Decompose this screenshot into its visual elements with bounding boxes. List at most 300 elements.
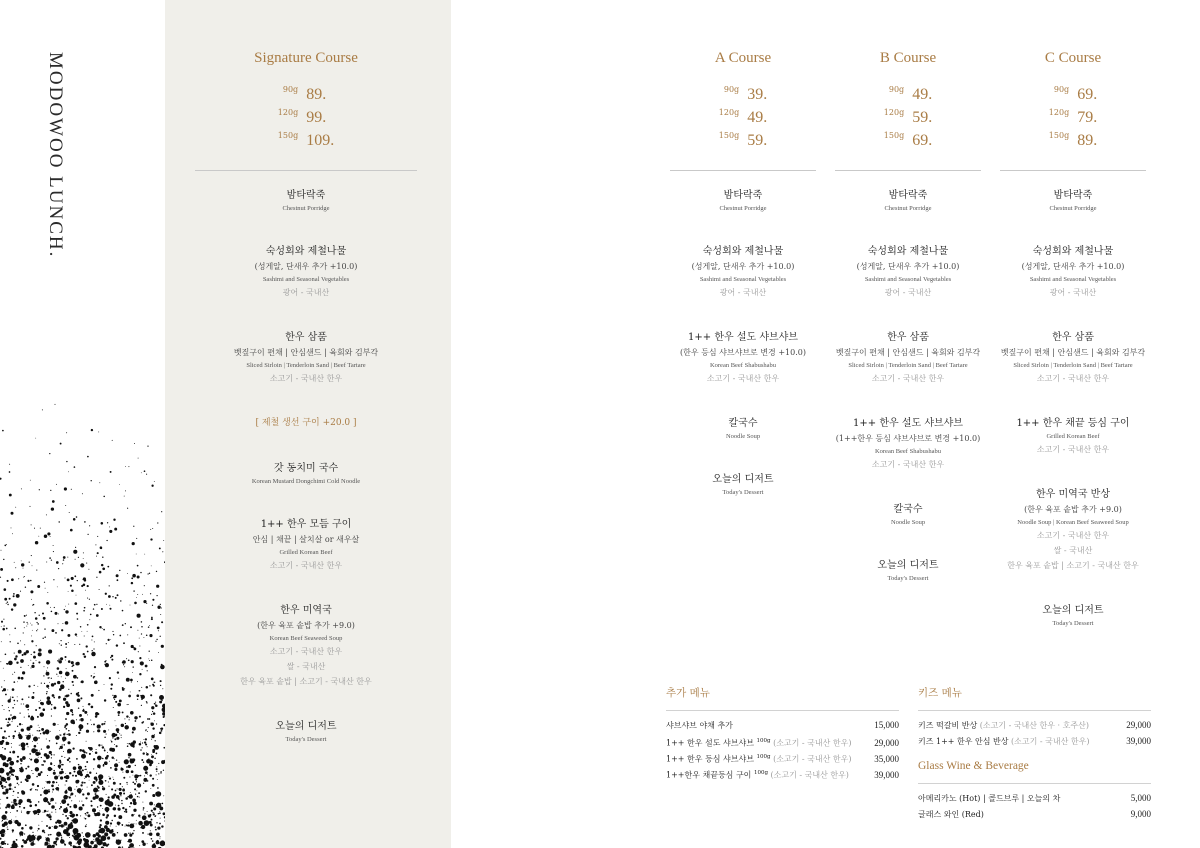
ink-dot [155, 826, 156, 827]
ink-dot [121, 724, 124, 727]
ink-dot [54, 765, 55, 766]
ink-dot [140, 775, 142, 777]
ink-dot [65, 621, 69, 625]
ink-dot [76, 814, 78, 816]
ink-dot [121, 767, 122, 768]
ink-dot [156, 753, 158, 755]
ink-dot [99, 826, 101, 828]
ink-dot [12, 789, 13, 790]
ink-dot [152, 844, 157, 848]
ink-dot [78, 557, 79, 558]
ink-dot [38, 701, 39, 702]
ink-dot [31, 668, 32, 669]
price-table [719, 83, 767, 152]
ink-dot [53, 579, 54, 580]
ink-dot [26, 775, 31, 780]
ink-dot [78, 707, 79, 708]
ink-dot [153, 812, 154, 813]
ink-dot [0, 727, 2, 729]
ink-dot [47, 592, 48, 593]
dish-name-ko: 밤타락죽 [888, 190, 928, 201]
ink-dot [60, 806, 62, 808]
ink-dot [38, 773, 41, 776]
ink-dot [19, 806, 21, 808]
ink-dot [143, 600, 146, 603]
ink-dot [103, 765, 105, 767]
ink-dot [90, 719, 91, 720]
origin-note: (소고기 - 국내산 한우) [1008, 737, 1090, 746]
dish-name-en: Chestnut Porridge [719, 205, 767, 212]
ink-dot [5, 787, 6, 788]
ink-dot [3, 559, 4, 560]
ink-dot [91, 675, 93, 677]
menu-item [195, 461, 417, 487]
ink-dot [97, 729, 100, 732]
ink-dot [108, 786, 109, 787]
ink-dot [30, 759, 32, 761]
ink-dot [103, 629, 105, 631]
ink-dot [128, 659, 130, 661]
ink-dot [73, 805, 77, 809]
ink-dot [53, 697, 55, 699]
price-row [884, 129, 932, 152]
ink-dot [146, 729, 147, 730]
ink-dot [136, 554, 137, 555]
ink-dot [104, 661, 106, 663]
ink-dot [139, 638, 140, 639]
ink-dot [42, 409, 43, 410]
ink-dot [149, 634, 152, 637]
ink-dot [146, 474, 147, 475]
ink-dot [7, 580, 9, 582]
ink-dot [43, 812, 44, 813]
ink-dot [38, 652, 42, 656]
ink-dot [154, 720, 155, 721]
ink-dot [32, 773, 33, 774]
ink-dot [23, 748, 24, 749]
ink-dot [110, 826, 111, 827]
ink-dot [125, 826, 126, 827]
ink-dot [120, 795, 121, 796]
ink-dot [156, 768, 158, 770]
ink-dot [106, 540, 107, 541]
ink-dot [60, 734, 61, 735]
ink-dot [9, 776, 10, 777]
ink-dot [39, 727, 40, 728]
ink-dot [31, 599, 32, 600]
ink-dot [112, 808, 114, 810]
ink-dot [13, 603, 16, 606]
ink-dot [56, 743, 58, 745]
ink-dot [93, 834, 96, 837]
ink-dot [41, 748, 42, 749]
ink-dot [98, 780, 103, 785]
ink-dot [92, 751, 93, 752]
ink-dot [127, 824, 129, 826]
dish-name-ko: 한우 삼품 [1052, 332, 1094, 343]
ink-dot [105, 821, 109, 825]
origin-note: 소고기 - 국내산 한우 [871, 460, 945, 469]
ink-dot [89, 619, 90, 620]
ink-dot [19, 803, 21, 805]
ink-dot [139, 716, 141, 718]
ink-dot [60, 803, 61, 804]
ink-dot [10, 714, 12, 716]
menu-item [195, 188, 417, 214]
price-row [719, 106, 767, 129]
ink-dot [23, 652, 26, 655]
ink-dot [12, 832, 13, 833]
ink-dot [138, 775, 140, 777]
ink-dot [151, 755, 154, 758]
ink-dot [75, 780, 79, 784]
ink-dot [48, 811, 49, 812]
dish-name-ko: 한우 미역국 [280, 605, 332, 616]
ink-dot [107, 844, 109, 846]
ink-dot [37, 716, 39, 718]
ink-dot [132, 672, 133, 673]
ink-dot [46, 745, 50, 749]
ink-dot [76, 636, 77, 637]
ink-dot [136, 781, 137, 782]
ink-dot [22, 756, 26, 760]
ink-dot [31, 716, 33, 718]
ink-dot [14, 820, 15, 821]
ink-dot [95, 846, 97, 848]
ink-dot [0, 768, 4, 774]
ink-dot [88, 832, 90, 834]
ink-dot [17, 756, 19, 758]
ink-dot [83, 558, 84, 559]
ink-dot [43, 675, 44, 676]
ink-dot [160, 818, 161, 819]
ink-dot [67, 817, 69, 819]
ink-dot [29, 753, 31, 755]
ink-dot [117, 712, 119, 714]
ink-dot [161, 645, 164, 648]
ink-dot [47, 781, 50, 784]
ink-dot [93, 731, 94, 732]
ink-dot [11, 843, 17, 848]
portion-weight: 90g [723, 85, 740, 94]
ink-dot [123, 793, 125, 795]
ink-dot [116, 745, 118, 747]
ink-dot [120, 840, 121, 841]
ink-dot [85, 766, 87, 768]
ink-dot [47, 696, 51, 700]
ink-dot [73, 836, 75, 838]
ink-dot [60, 746, 63, 749]
ink-dot [65, 785, 66, 786]
ink-dot [123, 788, 125, 790]
portion-price: 49. [912, 85, 933, 103]
ink-dot [83, 610, 85, 612]
ink-dot [64, 826, 65, 827]
ink-dot [20, 758, 23, 761]
ink-dot [64, 656, 66, 658]
ink-dot [19, 712, 20, 713]
ink-dot [155, 704, 156, 705]
ink-dot [17, 696, 18, 697]
dish-detail: (1++한우 등심 샤브샤브로 변경 +10.0) [835, 434, 981, 443]
ink-dot [2, 690, 4, 692]
item-price: 29,000 [874, 737, 899, 748]
menu-item [195, 244, 417, 300]
ink-dot [118, 815, 122, 819]
ink-dot [137, 681, 138, 682]
ink-dot [9, 471, 11, 473]
ink-dot [157, 627, 160, 630]
kids-menu [918, 684, 1151, 749]
ink-dot [109, 677, 111, 679]
ink-dot [74, 575, 76, 577]
item-price: 5,000 [1130, 793, 1151, 803]
ink-dot [54, 707, 57, 710]
ink-dot [32, 662, 34, 664]
dish-detail: (성게알, 단새우 추가 +10.0) [856, 262, 960, 271]
ink-dot [78, 764, 80, 766]
portion-weight: 120g [277, 108, 299, 117]
ink-dot [128, 743, 130, 745]
ink-dot [30, 480, 31, 481]
menu-item [670, 330, 816, 386]
ink-dot [161, 730, 163, 732]
ink-dot [96, 779, 98, 781]
ink-dot [133, 526, 134, 527]
ink-dot [68, 604, 69, 605]
ink-dot [6, 544, 7, 545]
ink-dot [47, 667, 48, 668]
ink-dot [31, 843, 32, 844]
ink-dot [117, 832, 118, 833]
ink-dot [109, 830, 113, 834]
ink-dot [27, 728, 28, 729]
ink-dot [17, 822, 21, 826]
ink-dot [58, 659, 59, 660]
ink-dot [27, 746, 28, 747]
ink-dot [125, 811, 127, 813]
ink-dot [82, 789, 83, 790]
ink-dot [107, 566, 109, 568]
ink-dot [104, 699, 106, 701]
ink-dot [161, 511, 162, 512]
ink-dot [141, 698, 143, 700]
ink-dot [58, 820, 62, 824]
ink-dot [126, 782, 127, 783]
ink-dot [46, 691, 47, 692]
ink-dot [6, 772, 9, 775]
ink-dot [22, 839, 24, 841]
ink-dot [130, 626, 132, 628]
ink-dot [125, 723, 126, 724]
ink-dot [39, 489, 40, 490]
ink-dot [86, 761, 88, 763]
ink-dot [29, 733, 30, 734]
ink-dot [72, 681, 74, 683]
ink-dot [143, 809, 144, 810]
ink-dot [160, 636, 161, 637]
ink-dot [84, 636, 85, 637]
ink-dot [149, 685, 150, 686]
ink-dot [106, 814, 109, 817]
ink-dot [33, 651, 35, 653]
ink-dot [39, 615, 40, 616]
ink-dot [64, 609, 65, 610]
ink-dot [106, 755, 107, 756]
ink-dot [112, 596, 113, 597]
menu-item [195, 719, 417, 745]
ink-dot [111, 740, 112, 741]
ink-dot [110, 688, 112, 690]
ink-dot [4, 680, 5, 681]
menu-item [835, 416, 981, 472]
ink-dot [12, 533, 13, 534]
ink-dot [64, 757, 65, 758]
ink-dot [105, 780, 107, 782]
ink-dot [91, 650, 92, 651]
ink-dot [87, 772, 88, 773]
ink-dot [77, 580, 78, 581]
ink-dot [67, 759, 69, 761]
price-table [884, 83, 932, 152]
ink-dot [151, 819, 153, 821]
ink-dot [69, 796, 71, 798]
ink-dot [59, 748, 60, 749]
ink-dot [37, 623, 39, 625]
ink-dot [83, 552, 84, 553]
ink-dot [132, 542, 135, 545]
ink-dot [59, 688, 62, 691]
ink-dot [126, 715, 128, 717]
ink-dot [51, 812, 52, 813]
ink-dot [18, 677, 19, 678]
ink-dot [65, 606, 66, 607]
ink-dot [149, 815, 150, 816]
ink-dot [158, 652, 159, 653]
ink-dot [93, 788, 98, 793]
ink-dot [110, 471, 112, 473]
ink-dot [90, 841, 93, 844]
ink-dot [32, 841, 34, 843]
ink-dot [95, 752, 98, 755]
ink-dot [55, 404, 56, 405]
ink-dot [13, 841, 16, 844]
ink-dot [100, 547, 102, 549]
item-label: 1++한우 채끝등심 구이 [666, 770, 754, 780]
ink-dot [42, 821, 43, 822]
ink-dot [30, 580, 32, 582]
ink-dot [40, 771, 42, 773]
ink-dot [142, 815, 147, 820]
ink-dot [7, 843, 8, 844]
ink-dot [51, 805, 55, 809]
price-row [884, 106, 932, 129]
ink-dot [86, 741, 87, 742]
ink-dot [156, 571, 157, 572]
portion-weight: 90g [1053, 85, 1070, 94]
ink-dot [70, 794, 71, 795]
ink-dot [50, 490, 51, 491]
ink-dot [64, 487, 67, 490]
ink-dot [44, 628, 45, 629]
ink-dot [6, 819, 7, 820]
ink-dot [104, 750, 106, 752]
ink-dot [41, 683, 42, 684]
dish-name-ko: 칼국수 [893, 504, 923, 515]
ink-dot [112, 631, 113, 632]
ink-dot [156, 822, 157, 823]
portion-size: 100g [756, 738, 771, 744]
ink-dot [155, 705, 158, 708]
ink-dot [70, 719, 74, 723]
ink-dot [119, 783, 121, 785]
ink-dot [1, 550, 2, 551]
ink-dot [81, 754, 86, 759]
ink-dot [94, 680, 98, 684]
ink-dot [122, 624, 124, 626]
ink-dot [14, 653, 15, 654]
course-divider [1000, 170, 1146, 171]
ink-dot [54, 776, 58, 780]
ink-dot [115, 790, 117, 792]
ink-dot [4, 787, 5, 788]
ink-dot [40, 794, 42, 796]
ink-dot [33, 692, 35, 694]
ink-dot [38, 755, 39, 756]
ink-dot [68, 757, 70, 759]
ink-dot [148, 727, 149, 728]
ink-dot [82, 804, 84, 806]
origin-note: 소고기 - 국내산 한우 [1036, 374, 1110, 383]
ink-dot [94, 604, 96, 606]
ink-dot [12, 830, 13, 831]
ink-dot [146, 753, 149, 756]
ink-dot [91, 480, 92, 481]
menu-item [670, 244, 816, 300]
ink-dot [128, 704, 129, 705]
ink-dot [84, 817, 85, 818]
ink-dot [27, 622, 28, 623]
ink-dot [37, 830, 38, 831]
item-price: 39,000 [1126, 736, 1151, 746]
ink-dot [7, 724, 10, 727]
origin-note: 쌀 - 국내산 [1053, 546, 1093, 555]
ink-dot [66, 432, 67, 433]
ink-dot [76, 843, 77, 844]
dish-name-ko: 밤타락죽 [1053, 190, 1093, 201]
ink-dot [69, 512, 70, 513]
decorative-strip [0, 0, 165, 848]
ink-dot [71, 662, 73, 664]
ink-dot [130, 792, 131, 793]
dish-name-ko: 한우 미역국 반상 [1036, 489, 1110, 500]
ink-dot [97, 756, 102, 761]
ink-dot [42, 612, 44, 614]
ink-dot [156, 804, 158, 806]
ink-dot [99, 626, 101, 628]
ink-dot [85, 813, 87, 815]
ink-dot [160, 803, 161, 804]
ink-dot [60, 657, 63, 660]
ink-dot [134, 602, 137, 605]
ink-dot [102, 786, 103, 787]
dish-name-en: Korean Beef Shabushabu [874, 448, 942, 455]
ink-dot [122, 662, 124, 664]
ink-dot [98, 690, 99, 691]
ink-dot [16, 594, 20, 598]
ink-dot [144, 775, 145, 776]
ink-dot [87, 651, 89, 653]
